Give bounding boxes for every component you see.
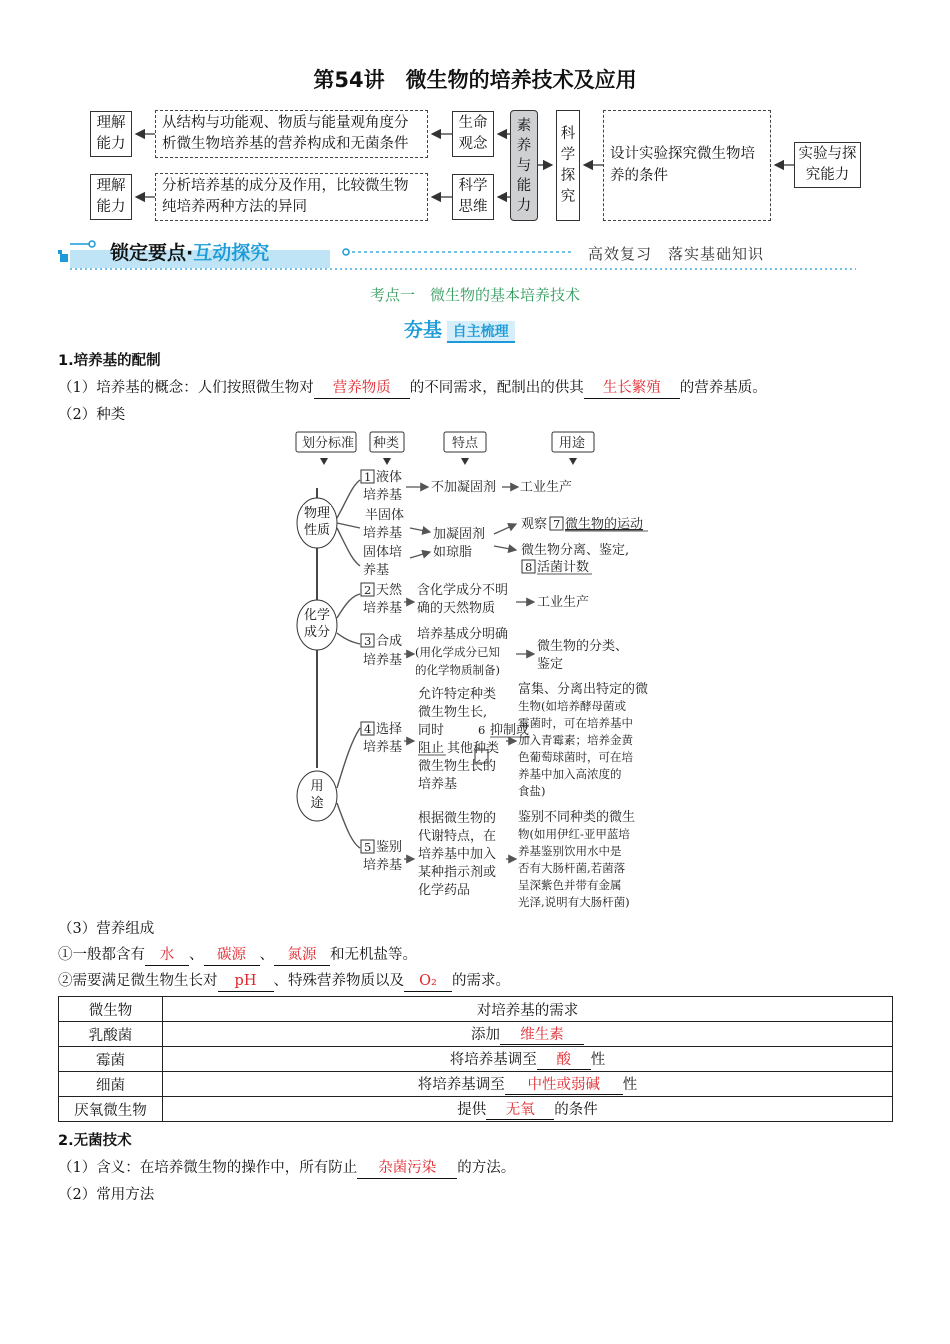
svg-text:呈深紫色并带有金属: 呈深紫色并带有金属: [518, 878, 622, 892]
svg-text:液体: 液体: [376, 470, 403, 485]
svg-text:色葡萄球菌时，可在培: 色葡萄球菌时，可在培: [518, 750, 633, 764]
tag-understanding-2: 理解 能力: [90, 174, 132, 220]
svg-text:不加凝固剂: 不加凝固剂: [431, 480, 497, 495]
svg-text:食盐): 食盐): [518, 784, 546, 798]
svg-text:物(如用伊红-亚甲蓝培: 物(如用伊红-亚甲蓝培: [518, 827, 630, 841]
svg-text:否有大肠杆菌,若菌落: 否有大肠杆菌,若菌落: [518, 861, 626, 875]
table-header: 对培养基的需求: [163, 997, 893, 1022]
answer-blank: 氮源: [274, 945, 330, 966]
answer-blank: 碳源: [204, 945, 260, 966]
svg-text:培养基成分明确: 培养基成分明确: [417, 627, 509, 642]
svg-text:确的天然物质: 确的天然物质: [417, 601, 496, 616]
svg-text:培养基: 培养基: [363, 601, 403, 616]
svg-text:培养基: 培养基: [363, 740, 403, 755]
svg-text:霉菌时，可在培养基中: 霉菌时，可在培养基中: [518, 716, 633, 730]
goal-text-2: 分析培养基的成分及作用，比较微生物纯培养两种方法的异同: [155, 173, 428, 221]
subhead: 夯基 自主梳理: [404, 315, 515, 343]
svg-text:鉴别: 鉴别: [376, 840, 403, 855]
svg-text:光泽,说明有大肠杆菌): 光泽,说明有大肠杆菌): [518, 895, 630, 909]
svg-text:微生物的分类、: 微生物的分类、: [537, 639, 629, 654]
svg-text:其他种类: 其他种类: [447, 741, 500, 756]
svg-text:培养基: 培养基: [363, 653, 403, 668]
answer-blank: 生长繁殖: [584, 378, 680, 399]
mindmap-header: 种类: [373, 436, 400, 451]
aseptic-methods-label: （2）常用方法: [58, 1187, 155, 1203]
svg-text:微生物生长,: 微生物生长,: [418, 705, 488, 720]
banner-title: 锁定要点·互动探究: [110, 242, 270, 264]
svg-text:微生物分离、鉴定,: 微生物分离、鉴定,: [521, 543, 630, 558]
heading-aseptic: 2.无菌技术: [58, 1133, 132, 1149]
svg-text:半固体: 半固体: [365, 508, 405, 523]
svg-text:微生物的运动: 微生物的运动: [565, 517, 644, 532]
section-title: 考点一 微生物的基本培养技术: [369, 286, 580, 304]
svg-text:观察: 观察: [521, 517, 548, 532]
answer-blank: O₂: [404, 971, 452, 992]
sci-inquiry-box: 科 学 探 究: [556, 110, 580, 221]
mindmap-header: 划分标准: [302, 436, 355, 451]
mindmap-cat-chemical: 化学 成分: [303, 608, 330, 640]
svg-text:富集、分离出特定的微: 富集、分离出特定的微: [518, 682, 649, 697]
svg-text:允许特定种类: 允许特定种类: [418, 687, 497, 702]
svg-text:活菌计数: 活菌计数: [537, 560, 590, 575]
table-row: 厌氧微生物 提供 无氧 的条件: [59, 1097, 893, 1122]
goal-text-3: 设计实验探究微生物培养的条件: [603, 110, 771, 221]
svg-text:3: 3: [364, 634, 372, 648]
svg-text:鉴定: 鉴定: [537, 657, 564, 672]
nutrition-line-2: ②需要满足微生物生长对 pH 、特殊营养物质以及 O₂ 的需求。: [58, 971, 510, 992]
mindmap-header: 用途: [559, 436, 586, 451]
svg-text:某种指示剂或: 某种指示剂或: [418, 865, 497, 880]
svg-text:养基鉴别饮用水中是: 养基鉴别饮用水中是: [518, 844, 622, 858]
answer-blank: 营养物质: [314, 378, 410, 399]
svg-text:(用化学成分已知: (用化学成分已知: [415, 645, 500, 659]
svg-text:8: 8: [525, 560, 533, 574]
svg-text:工业生产: 工业生产: [537, 595, 590, 610]
svg-text:6: 6: [478, 723, 486, 737]
banner-tagline: 高效复习 落实基础知识: [588, 245, 765, 263]
answer-blank: pH: [218, 971, 274, 992]
goal-text-1: 从结构与功能观、物质与能量观角度分析微生物培养基的营养构成和无菌条件: [155, 110, 428, 158]
svg-text:4: 4: [364, 722, 372, 736]
svg-text:抑制或: 抑制或: [490, 723, 530, 738]
core-competency-box: 素 养 与 能 力: [510, 110, 538, 221]
aseptic-definition: （1）含义：在培养微生物的操作中，所有防止 杂菌污染 的方法。: [58, 1158, 515, 1179]
svg-text:阻止: 阻止: [418, 741, 445, 756]
svg-text:生物(如培养酵母菌或: 生物(如培养酵母菌或: [518, 699, 626, 713]
svg-text:加凝固剂: 加凝固剂: [433, 527, 486, 542]
answer-blank: 杂菌污染: [357, 1158, 457, 1179]
svg-text:鉴别不同种类的微生: 鉴别不同种类的微生: [518, 810, 636, 825]
svg-text:工业生产: 工业生产: [520, 480, 573, 495]
tag-understanding-1: 理解 能力: [90, 111, 132, 157]
svg-text:选择: 选择: [376, 722, 403, 737]
svg-text:根据微生物的: 根据微生物的: [418, 811, 497, 826]
svg-text:化学药品: 化学药品: [418, 883, 471, 898]
svg-text:加入青霉素；培养金黄: 加入青霉素；培养金黄: [518, 733, 633, 747]
concept-life: 生命 观念: [452, 111, 494, 157]
svg-text:培养基: 培养基: [418, 777, 458, 792]
medium-types-label: （2）种类: [58, 407, 126, 423]
table-header-row: [59, 997, 893, 1022]
svg-text:如琼脂: 如琼脂: [433, 545, 473, 560]
svg-text:7: 7: [553, 517, 561, 531]
svg-text:的化学物质制备): 的化学物质制备): [415, 663, 500, 677]
svg-text:培养基: 培养基: [363, 488, 403, 503]
nutrition-line-1: ①一般都含有 水 、 碳源 、 氮源 和无机盐等。: [58, 945, 417, 966]
svg-text:含化学成分不明: 含化学成分不明: [417, 583, 509, 598]
svg-text:代谢特点，在: 代谢特点，在: [418, 829, 497, 844]
medium-concept: （1）培养基的概念：人们按照微生物对 营养物质 的不同需求，配制出的供其 生长繁殖 的营养基质。: [58, 378, 767, 399]
mindmap-cat-use: 用 途: [310, 779, 324, 811]
table-header: 微生物: [59, 997, 163, 1022]
svg-text:养基中加入高浓度的: 养基中加入高浓度的: [518, 767, 622, 781]
svg-text:2: 2: [364, 583, 372, 597]
heading-medium-prep: 1.培养基的配制: [58, 353, 161, 369]
tag-experiment: 实验与探 究能力: [794, 142, 861, 188]
answer-blank: 水: [145, 945, 189, 966]
svg-text:培养基: 培养基: [363, 526, 403, 541]
svg-text:1: 1: [364, 470, 372, 484]
svg-text:微生物生长的: 微生物生长的: [418, 759, 497, 774]
overview-arrows: [0, 0, 950, 230]
svg-text:养基: 养基: [363, 563, 390, 578]
concept-science: 科学 思维: [452, 174, 494, 220]
medium-types-mindmap: [290, 428, 670, 916]
mindmap-cat-physical: 物理 性质: [303, 506, 330, 538]
requirement-table: [58, 996, 893, 1122]
svg-text:5: 5: [364, 840, 372, 854]
table-row: 霉菌 将培养基调至 酸 性: [59, 1047, 893, 1072]
svg-text:合成: 合成: [376, 634, 403, 649]
svg-text:天然: 天然: [376, 583, 403, 598]
svg-text:同时: 同时: [418, 723, 445, 738]
svg-text:固体培: 固体培: [363, 545, 403, 560]
svg-text:培养基中加入: 培养基中加入: [418, 847, 497, 862]
table-row: 乳酸菌 添加 维生素: [59, 1022, 893, 1047]
page-title: 第54讲 微生物的培养技术及应用: [313, 68, 637, 92]
svg-text:培养基: 培养基: [363, 858, 403, 873]
table-row: 细菌 将培养基调至 中性或弱碱 性: [59, 1072, 893, 1097]
nutrition-head: （3）营养组成: [58, 921, 155, 937]
mindmap-header: 特点: [452, 436, 479, 451]
